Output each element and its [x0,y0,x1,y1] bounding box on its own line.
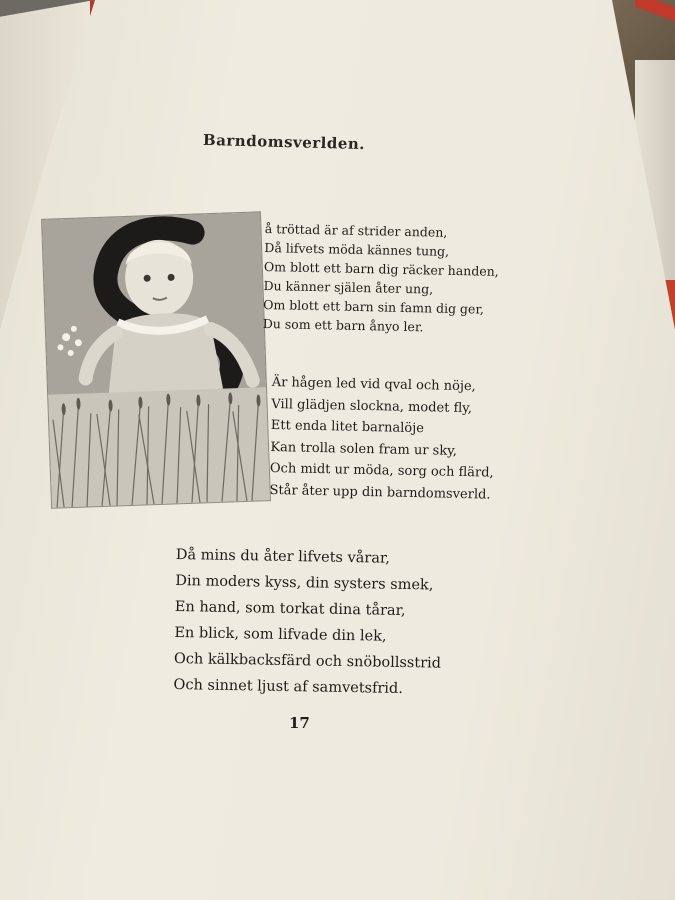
stanza-3 [173,542,443,703]
poem-line: Är hågen led vid qval och nöje, [271,374,476,395]
drop-cap-illustration [42,212,270,507]
poem-line: Ett enda litet barnalöje [270,417,425,437]
poem-line: Du som ett barn ånyo ler. [262,315,424,335]
poem-line: Om blott ett barn sin famn dig ger, [263,296,485,317]
poem-line: Står åter upp din barndomsverld. [269,482,491,503]
poem-line: Och kälkbacksfärd och snöbollsstrid [173,650,442,672]
stanza-1 [263,219,500,338]
page-title: Barndomsverlden. [202,130,366,154]
child-in-field-illustration-icon [42,212,270,507]
poem-line: Och sinnet ljust af samvetsfrid. [173,676,404,697]
poem-line: Du känner själen åter ung, [263,277,434,297]
poem-line: å tröttad är af strider anden, [264,220,448,240]
page-number: 17 [289,714,310,732]
poem-line: Vill glädjen slockna, modet fly, [271,396,473,416]
poem-line: Då mins du åter lifvets vårar, [175,546,391,567]
poem-line: En blick, som lifvade din lek, [174,624,387,645]
stanza-2 [269,372,495,506]
poem-line: Kan trolla solen fram ur sky, [270,439,458,459]
poem-line: En hand, som torkat dina tårar, [174,598,406,620]
poem-line: Då lifvets möda kännes tung, [264,239,450,259]
poem-line: Om blott ett barn dig räcker handen, [263,258,499,279]
poem-line: Och midt ur möda, sorg och flärd, [269,460,494,481]
poem-line: Din moders kyss, din systers smek, [175,572,434,594]
